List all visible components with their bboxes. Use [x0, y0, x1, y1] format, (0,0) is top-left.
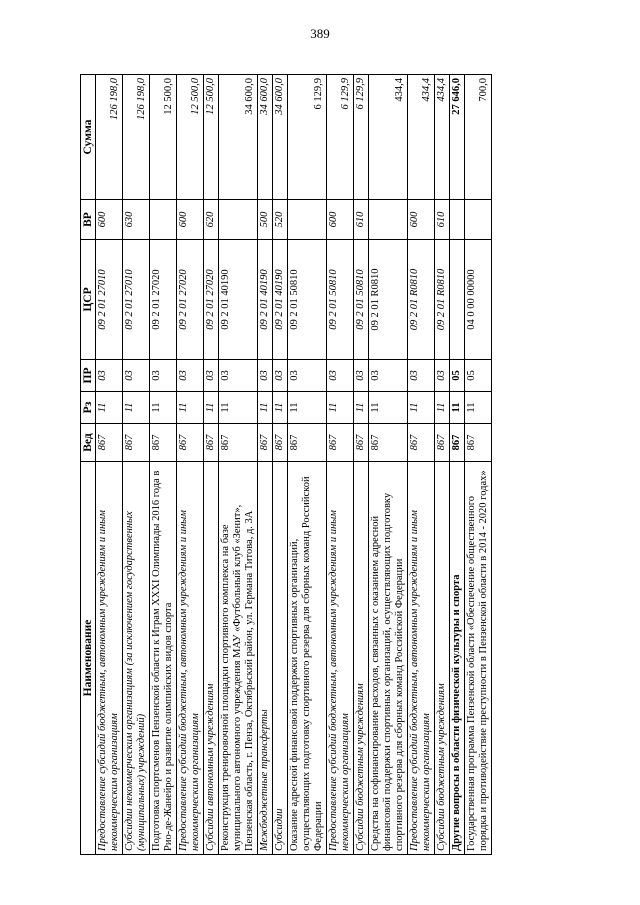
cell-csr: 04 0 00 00000 [465, 240, 492, 360]
cell-ved: 867 [450, 424, 465, 462]
cell-sum: 126 198,0 [123, 75, 150, 200]
cell-csr: 09 2 01 27020 [150, 240, 177, 360]
cell-ved: 867 [204, 424, 219, 462]
cell-name: Предоставление субсидий бюджетным, автономным учреждениям и иным некоммерческим организациям [408, 462, 435, 855]
cell-name: Субсидии [273, 462, 288, 855]
cell-sum: 27 646,0 [450, 75, 465, 200]
table-header-row [81, 75, 96, 855]
cell-sum: 434,4 [369, 75, 408, 200]
cell-csr: 09 2 01 27020 [177, 240, 204, 360]
cell-rz: 11 [450, 392, 465, 424]
cell-vr [465, 200, 492, 240]
header-pr: ПР [81, 360, 96, 392]
cell-csr: 09 2 01 50810 [354, 240, 369, 360]
cell-csr [450, 240, 465, 360]
cell-vr [450, 200, 465, 240]
cell-rz: 11 [465, 392, 492, 424]
cell-pr: 03 [435, 360, 450, 392]
cell-vr [150, 200, 177, 240]
cell-vr: 500 [258, 200, 273, 240]
cell-vr: 610 [435, 200, 450, 240]
cell-sum: 434,4 [435, 75, 450, 200]
cell-ved: 867 [150, 424, 177, 462]
cell-sum: 434,4 [408, 75, 435, 200]
cell-rz: 11 [204, 392, 219, 424]
table-row [204, 75, 219, 855]
cell-sum: 34 600,0 [273, 75, 288, 200]
cell-name: Оказание адресной финансовой поддержки спортивных организаций, осуществляющих подготовку спортивного резерва для сборных команд Российской Федерации [288, 462, 327, 855]
cell-name: Субсидии бюджетным учреждениям [354, 462, 369, 855]
cell-name: Предоставление субсидий бюджетным, автономным учреждениям и иным некоммерческим организациям [96, 462, 123, 855]
table-row [258, 75, 273, 855]
table-row [123, 75, 150, 855]
cell-pr: 05 [450, 360, 465, 392]
cell-pr: 03 [219, 360, 258, 392]
cell-ved: 867 [435, 424, 450, 462]
cell-sum: 126 198,0 [96, 75, 123, 200]
cell-pr: 03 [177, 360, 204, 392]
cell-pr: 03 [273, 360, 288, 392]
table-row [327, 75, 354, 855]
cell-vr: 520 [273, 200, 288, 240]
budget-table-rotated [80, 75, 560, 855]
page-number: 389 [310, 26, 330, 41]
header-vr: ВР [81, 200, 96, 240]
cell-csr: 09 2 01 40190 [273, 240, 288, 360]
table-row [408, 75, 435, 855]
cell-ved: 867 [327, 424, 354, 462]
cell-csr: 09 2 01 50810 [288, 240, 327, 360]
cell-name: Подготовка спортсменов Пензенской области к Играм XXXI Олимпиады 2016 года в Рио-де-Жанейро и развитие олимпийских видов спорта [150, 462, 177, 855]
header-ved: Вед [81, 424, 96, 462]
cell-ved: 867 [123, 424, 150, 462]
table-body [96, 75, 492, 855]
cell-rz: 11 [219, 392, 258, 424]
cell-csr: 09 2 01 40190 [219, 240, 258, 360]
cell-vr: 620 [204, 200, 219, 240]
cell-pr: 03 [123, 360, 150, 392]
header-name: Наименование [81, 462, 96, 855]
cell-sum: 12 500,0 [150, 75, 177, 200]
cell-ved: 867 [354, 424, 369, 462]
table-row [369, 75, 408, 855]
cell-vr: 610 [354, 200, 369, 240]
cell-sum: 6 129,9 [327, 75, 354, 200]
cell-name: Межбюджетные трансферты [258, 462, 273, 855]
table-row [354, 75, 369, 855]
cell-rz: 11 [369, 392, 408, 424]
cell-vr: 600 [408, 200, 435, 240]
cell-name: Другие вопросы в области физической культуры и спорта [450, 462, 465, 855]
cell-vr [288, 200, 327, 240]
cell-csr: 09 2 01 50810 [327, 240, 354, 360]
cell-ved: 867 [288, 424, 327, 462]
cell-ved: 867 [177, 424, 204, 462]
cell-csr: 09 2 01 R0810 [408, 240, 435, 360]
budget-table [80, 74, 492, 855]
table-row [450, 75, 465, 855]
cell-csr: 09 2 01 27010 [123, 240, 150, 360]
cell-sum: 34 600,0 [219, 75, 258, 200]
cell-vr: 600 [177, 200, 204, 240]
cell-csr: 09 2 01 27020 [204, 240, 219, 360]
cell-pr: 03 [204, 360, 219, 392]
cell-sum: 12 500,0 [177, 75, 204, 200]
cell-rz: 11 [96, 392, 123, 424]
table-row [288, 75, 327, 855]
cell-sum: 6 129,9 [288, 75, 327, 200]
cell-sum: 700,0 [465, 75, 492, 200]
cell-ved: 867 [219, 424, 258, 462]
cell-vr [219, 200, 258, 240]
cell-csr: 09 2 01 27010 [96, 240, 123, 360]
table-row [150, 75, 177, 855]
cell-rz: 11 [123, 392, 150, 424]
cell-sum: 12 500,0 [204, 75, 219, 200]
cell-name: Средства на софинансирование расходов, связанных с оказанием адресной финансовой поддержки спортивных организаций, осуществляющих подготовку спортивного резерва для сборных команд Российской Федерации [369, 462, 408, 855]
cell-name: Реконструкция тренировочной площадки спортивного комплекса на базе муниципального автономного учреждения МАУ «Футбольный клуб «Зенит», Пензенская область, г. Пенза, Октябрьский район, ул. Германа Титова, д. 3А [219, 462, 258, 855]
cell-rz: 11 [408, 392, 435, 424]
cell-ved: 867 [96, 424, 123, 462]
cell-pr: 03 [354, 360, 369, 392]
cell-pr: 03 [150, 360, 177, 392]
cell-pr: 03 [408, 360, 435, 392]
cell-ved: 867 [273, 424, 288, 462]
header-csr: ЦСР [81, 240, 96, 360]
header-rz: Рз [81, 392, 96, 424]
cell-name: Предоставление субсидий бюджетным, автономным учреждениям и иным некоммерческим организациям [177, 462, 204, 855]
table-row [273, 75, 288, 855]
cell-rz: 11 [258, 392, 273, 424]
cell-vr: 600 [96, 200, 123, 240]
cell-rz: 11 [354, 392, 369, 424]
cell-csr: 09 2 01 40190 [258, 240, 273, 360]
cell-rz: 11 [288, 392, 327, 424]
header-sum: Сумма [81, 75, 96, 200]
cell-csr: 09 2 01 R0810 [435, 240, 450, 360]
cell-rz: 11 [177, 392, 204, 424]
cell-csr: 09 2 01 R0810 [369, 240, 408, 360]
cell-name: Субсидии некоммерческим организациям (за исключением государственных (муниципальных) учреждений) [123, 462, 150, 855]
cell-pr: 05 [465, 360, 492, 392]
table-row [435, 75, 450, 855]
table-row [219, 75, 258, 855]
cell-name: Предоставление субсидий бюджетным, автономным учреждениям и иным некоммерческим организациям [327, 462, 354, 855]
cell-ved: 867 [369, 424, 408, 462]
table-row [177, 75, 204, 855]
cell-pr: 03 [327, 360, 354, 392]
cell-pr: 03 [369, 360, 408, 392]
table-row [465, 75, 492, 855]
cell-rz: 11 [273, 392, 288, 424]
cell-rz: 11 [150, 392, 177, 424]
cell-ved: 867 [258, 424, 273, 462]
cell-pr: 03 [258, 360, 273, 392]
cell-vr: 630 [123, 200, 150, 240]
cell-rz: 11 [327, 392, 354, 424]
cell-vr [369, 200, 408, 240]
cell-rz: 11 [435, 392, 450, 424]
cell-pr: 03 [288, 360, 327, 392]
cell-name: Государственная программа Пензенской области «Обеспечение общественного порядка и противодействие преступности в Пензенской области в 2014 - 2020 годах» [465, 462, 492, 855]
table-row [96, 75, 123, 855]
cell-ved: 867 [465, 424, 492, 462]
cell-sum: 34 600,0 [258, 75, 273, 200]
cell-vr: 600 [327, 200, 354, 240]
cell-ved: 867 [408, 424, 435, 462]
cell-pr: 03 [96, 360, 123, 392]
cell-sum: 6 129,9 [354, 75, 369, 200]
cell-name: Субсидии бюджетным учреждениям [435, 462, 450, 855]
cell-name: Субсидии автономным учреждениям [204, 462, 219, 855]
